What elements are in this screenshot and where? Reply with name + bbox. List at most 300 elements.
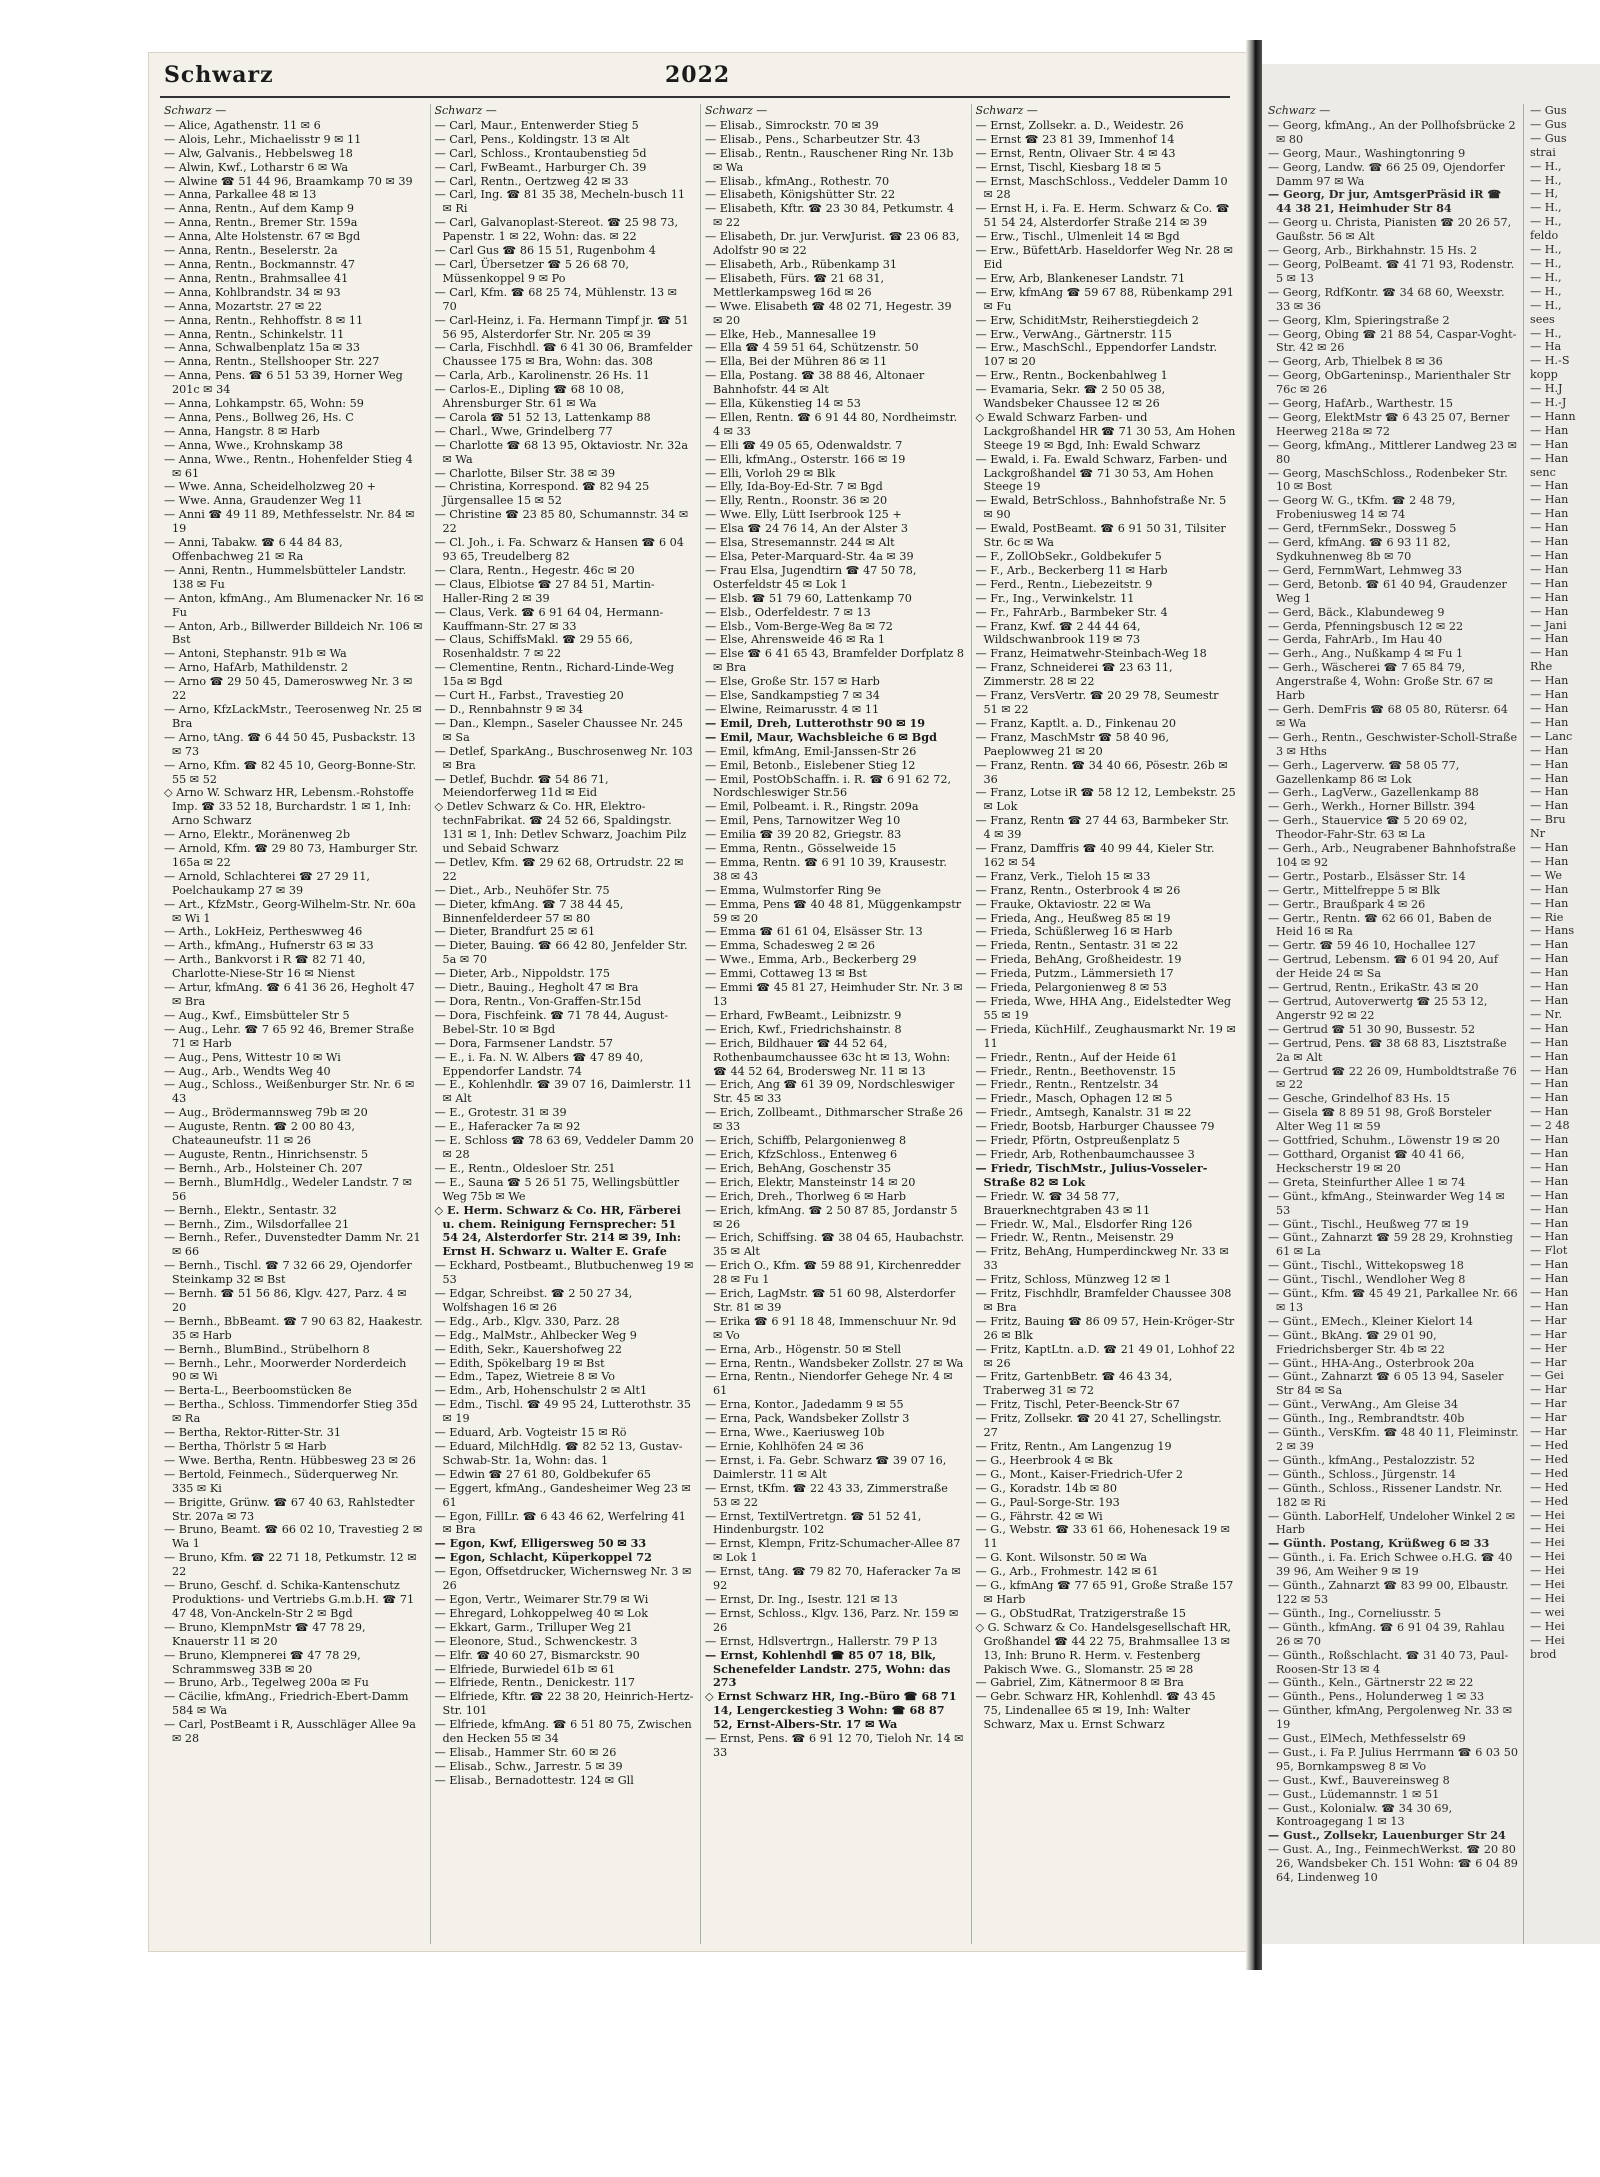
directory-entry: — Aug., Brödermannsweg 79b ✉ 20 (164, 1106, 368, 1120)
directory-entry: — Elsa, Stresemannstr. 244 ✉ Alt (705, 536, 895, 550)
directory-entry: — Aug., Schloss., Weißenburger Str. Nr. 6 ✉ 43 (164, 1078, 415, 1106)
directory-entry: — Dan., Klempn., Saseler Chaussee Nr. 245 ✉ Sa (434, 716, 684, 744)
directory-entry: — Günth., kfmAng., Pestalozzistr. 52 (1268, 1453, 1476, 1467)
directory-entry: ◇ Ewald Schwarz Farben- und Lackgroßhandel HR ☎ 71 30 53, Am Hohen Steege 19 ✉ Bgd, Inh: Ewald Schwarz (975, 410, 1236, 452)
directory-entry: — Alw, Galvanis., Hebbelsweg 18 (164, 146, 353, 160)
directory-entry: — Elsa ☎ 24 76 14, An der Alster 3 (705, 522, 908, 536)
directory-entry: — Gertr., Braußpark 4 ✉ 26 (1268, 897, 1426, 911)
directory-entry: — Anna, Pens. ☎ 6 51 53 39, Horner Weg 201c ✉ 34 (164, 369, 403, 397)
directory-entry: — Carl, Ing. ☎ 81 35 38, Mecheln-busch 11 ✉ Ri (434, 188, 685, 216)
directory-entry: — Hann (1530, 409, 1576, 423)
directory-entry: — Elisab., Schw., Jarrestr. 5 ✉ 39 (434, 1759, 623, 1773)
directory-entry: — Franz, Lotse iR ☎ 58 12 12, Lembekstr. 25 ✉ Lok (975, 786, 1236, 814)
directory-entry: — Han (1530, 882, 1569, 896)
directory-entry: — Gerh., Stauervice ☎ 5 20 69 02, Theodor-Fahr-Str. 63 ✉ La (1268, 814, 1468, 842)
directory-entry: — Georg, PolBeamt. ☎ 41 71 93, Rodenstr. 5 ✉ 13 (1268, 257, 1515, 285)
directory-entry: — Rie (1530, 910, 1564, 924)
directory-entry: — Georg, HafArb., Warthestr. 15 (1268, 397, 1454, 411)
directory-entry: — Georg, Landw. ☎ 66 25 09, Ojendorfer Damm 97 ✉ Wa (1268, 160, 1505, 188)
directory-entry: — H., (1530, 243, 1562, 257)
directory-entry: — Edith, Spökelbarg 19 ✉ Bst (434, 1356, 605, 1370)
directory-entry: — G., kfmAng ☎ 77 65 91, Große Straße 157 ✉ Harb (975, 1579, 1234, 1606)
directory-entry: — Elfriede, Kftr. ☎ 22 38 20, Heinrich-Hertz-Str. 101 (434, 1690, 694, 1718)
directory-entry: — G., Arb., Frohmestr. 142 ✉ 61 (975, 1565, 1159, 1579)
directory-entry: — Elli, kfmAng., Osterstr. 166 ✉ 19 (705, 452, 906, 466)
directory-entry: — F., Arb., Beckerberg 11 ✉ Harb (975, 563, 1168, 577)
directory-entry: — Gertrud, Lebensm. ☎ 6 01 94 20, Auf der Heide 24 ✉ Sa (1268, 953, 1498, 981)
directory-entry: — Emma, Wulmstorfer Ring 9e (705, 883, 881, 897)
directory-entry: — Elisab., Bernadottestr. 124 ✉ Gll (434, 1773, 634, 1787)
directory-entry: — Erna, Wwe., Kaeriusweg 10b (705, 1426, 885, 1440)
directory-entry: — Har (1530, 1355, 1567, 1369)
directory-entry: — Erika ☎ 6 91 18 48, Immenschuur Nr. 9d ✉ Vo (705, 1314, 957, 1342)
directory-entry: — Gebr. Schwarz HR, Kohlenhdl. ☎ 43 45 75, Lindenallee 65 ✉ 19, Inh: Walter Schwarz, Max u. Ernst Schwarz (975, 1690, 1216, 1732)
directory-entry: — Claus, SchiffsMakl. ☎ 29 55 66, Rosenhaldstr. 7 ✉ 22 (434, 633, 633, 661)
directory-entry: — Günth., Keln., Gärtnerstr 22 ✉ 22 (1268, 1676, 1474, 1690)
directory-entry: — Gerda, Pfenningsbusch 12 ✉ 22 (1268, 619, 1464, 633)
directory-entry: — Elisab., Pens., Scharbeutzer Str. 43 (705, 132, 921, 146)
directory-entry: — Bruno, Klempnerei ☎ 47 78 29, Schrammsweg 33B ✉ 20 (164, 1648, 361, 1676)
directory-entry: — Han (1530, 785, 1569, 799)
directory-entry: — Charl., Wwe, Grindelberg 77 (434, 424, 613, 438)
directory-entry: — Hed (1530, 1480, 1569, 1494)
directory-entry: — Günth., Ing., Rembrandtstr. 40b (1268, 1412, 1465, 1426)
directory-entry: — Han (1530, 1286, 1569, 1300)
directory-entry: — Friedr. W., Mal., Elsdorfer Ring 126 (975, 1217, 1193, 1231)
directory-entry: — H.-S (1530, 354, 1570, 368)
directory-entry: — Ernst, Dr. Ing., Isestr. 121 ✉ 13 (705, 1592, 898, 1606)
directory-entry: — Ewald, i. Fa. Ewald Schwarz, Farben- und Lackgroßhandel ☎ 71 30 53, Am Hohen Steege 19 (975, 452, 1228, 494)
directory-entry: — Han (1530, 799, 1569, 813)
directory-entry: — Ernie, Kohlhöfen 24 ✉ 36 (705, 1440, 864, 1453)
directory-entry: — Han (1530, 1160, 1569, 1174)
directory-entry: — Gerh., Lagerverw. ☎ 58 05 77, Gazellenkamp 86 ✉ Lok (1268, 758, 1460, 786)
directory-entry: — G., Fährstr. 42 ✉ Wi (975, 1509, 1103, 1523)
directory-entry: — Han (1530, 451, 1569, 465)
directory-entry: — Gerd, tFernmSekr., Dossweg 5 (1268, 522, 1457, 536)
directory-entry: — Emma, Pens ☎ 40 48 81, Müggenkampstr 59 ✉ 20 (705, 897, 962, 925)
right-page-column-1 (1268, 104, 1524, 1944)
directory-entry: — Claus, Verk. ☎ 6 91 64 04, Hermann-Kauffmann-Str. 27 ✉ 33 (434, 605, 664, 633)
directory-entry: — Bernh., Lehr., Moorwerder Norderdeich 90 ✉ Wi (164, 1356, 407, 1384)
directory-entry: — Gerh., Arb., Neugrabener Bahnhofstraße 104 ✉ 92 (1268, 842, 1516, 869)
directory-entry: — H., (1530, 173, 1562, 187)
directory-entry: — E. Schloss ☎ 78 63 69, Veddeler Damm 20 ✉ 28 (434, 1134, 694, 1161)
directory-entry: — Egon, FillLr. ☎ 6 43 46 62, Werfelring 41 ✉ Bra (434, 1509, 686, 1537)
column-head: Schwarz — (705, 104, 768, 117)
directory-entry: — Ekkart, Garm., Trilluper Weg 21 (434, 1620, 633, 1634)
directory-entry: — Elisabeth, Arb., Rübenkamp 31 (705, 257, 897, 271)
directory-entry: ◇ Detlev Schwarz & Co. HR, Elektro-technFabrikat. ☎ 24 52 66, Spaldingstr. 131 ✉ 1, Inh: Detlev Schwarz, Joachim Pilz und Sebaid Schwarz (434, 800, 687, 856)
directory-entry: — Anna, Rentn., Brahmsallee 41 (164, 271, 349, 285)
directory-entry: — Günt., kfmAng., Steinwarder Weg 14 ✉ 53 (1268, 1189, 1505, 1217)
directory-entry: — Gerh., LagVerw., Gazellenkamp 88 (1268, 786, 1479, 800)
directory-entry: — Aug., Lehr. ☎ 7 65 92 46, Bremer Straße 71 ✉ Harb (164, 1022, 415, 1050)
directory-entry: — Friedr., Rentn., Beethovenstr. 15 (975, 1064, 1176, 1078)
directory-entry: — G., ObStudRat, Tratzigerstraße 15 (975, 1606, 1186, 1620)
directory-entry: — Curt H., Farbst., Travestieg 20 (434, 689, 624, 703)
directory-entry: — Georg u. Christa, Pianisten ☎ 20 26 57, Gaußstr. 56 ✉ Alt (1268, 216, 1512, 244)
directory-entry: — Frieda, BehAng, Großheidestr. 19 (975, 953, 1182, 967)
directory-entry: — Carola ☎ 51 52 13, Lattenkamp 88 (434, 410, 651, 424)
directory-entry: — Gerd, kfmAng. ☎ 6 93 11 82, Sydkuhnenweg 8b ✉ 70 (1268, 536, 1451, 563)
directory-entry: ◇ G. Schwarz & Co. Handelsgesellschaft HR, Großhandel ☎ 44 22 75, Brahmsallee 13 ✉ 13, Inh: Bruno R. Herm. v. Festenberg Pakisch Wwe. G., Slomanstr. 25 ✉ 28 (975, 1620, 1232, 1676)
directory-entry: — Bernh., Refer., Duvenstedter Damm Nr. 21 ✉ 66 (164, 1231, 421, 1259)
directory-entry: — Han (1530, 1258, 1569, 1272)
directory-entry: — Alois, Lehr., Michaelisstr 9 ✉ 11 (164, 132, 362, 146)
directory-entry: — Carl, FwBeamt., Harburger Ch. 39 (434, 160, 647, 174)
directory-entry: — Frauke, Oktaviostr. 22 ✉ Wa (975, 897, 1151, 911)
directory-entry: — Ernst, i. Fa. Gebr. Schwarz ☎ 39 07 16, Daimlerstr. 11 ✉ Alt (705, 1453, 947, 1481)
directory-entry: — Elsb., Oderfeldestr. 7 ✉ 13 (705, 605, 871, 619)
directory-entry: — Emil, PostObSchaffn. i. R. ☎ 6 91 62 72, Nordschleswiger Str.56 (705, 772, 952, 800)
directory-entry: — Anni, Rentn., Hummelsbütteler Landstr. 138 ✉ Fu (164, 563, 407, 591)
directory-entry: — Gerh., Wäscherei ☎ 7 65 84 79, Angerstraße 4, Wohn: Große Str. 67 ✉ Harb (1268, 661, 1493, 703)
directory-entry: — Bru (1530, 813, 1566, 827)
directory-entry: — Günth. LaborHelf, Undeloher Winkel 2 ✉ Harb (1268, 1509, 1516, 1537)
directory-entry: — Günt., VerwAng., Am Gleise 34 (1268, 1398, 1459, 1412)
directory-entry: — Han (1530, 771, 1569, 785)
directory-entry: senc (1530, 465, 1556, 479)
directory-entry: — Erich, Schiffsing. ☎ 38 04 65, Haubachstr. 35 ✉ Alt (705, 1231, 965, 1259)
directory-entry: — Hed (1530, 1466, 1569, 1480)
directory-entry: — Arnold, Kfm. ☎ 29 80 73, Hamburger Str. 165a ✉ 22 (164, 842, 418, 869)
directory-entry: — Han (1530, 688, 1569, 702)
directory-entry: — Franz, Damffris ☎ 40 99 44, Kieler Str. 162 ✉ 54 (975, 842, 1215, 869)
directory-entry: — Hed (1530, 1452, 1569, 1466)
directory-entry: — Jani (1530, 618, 1567, 632)
directory-entry: — Günth. Postang, Krüßweg 6 ✉ 33 (1268, 1537, 1490, 1551)
directory-entry: — Erich, Bildhauer ☎ 44 52 64, Rothenbaumchaussee 63c ht ✉ 13, Wohn: ☎ 44 52 64, Brodersweg Nr. 11 ✉ 13 (705, 1036, 951, 1078)
directory-entry: — Wwe. Anna, Graudenzer Weg 11 (164, 494, 363, 508)
directory-entry: — Bertha, Thörlstr 5 ✉ Harb (164, 1440, 327, 1453)
directory-entry: — Gust. A., Ing., FeinmechWerkst. ☎ 20 80 26, Wandsbeker Ch. 151 Wohn: ☎ 6 04 89 64, Lindenweg 10 (1268, 1843, 1518, 1885)
directory-entry: — Han (1530, 535, 1569, 549)
directory-entry: — Fritz, BehAng, Humperdinckweg Nr. 33 ✉ 33 (975, 1245, 1229, 1273)
directory-entry: — Egon, Offsetdrucker, Wichernsweg Nr. 3 ✉ 26 (434, 1565, 692, 1593)
directory-entry: — Elfriede, kfmAng. ☎ 6 51 80 75, Zwischen den Hecken 55 ✉ 34 (434, 1718, 692, 1746)
directory-entry: — Hei (1530, 1550, 1565, 1564)
directory-entry: — E., Sauna ☎ 5 26 51 75, Wellingsbüttler Weg 75b ✉ We (434, 1175, 680, 1203)
directory-entry: — Arno, Elektr., Moränenweg 2b (164, 828, 351, 842)
directory-entry: — Emmi ☎ 45 81 27, Heimhuder Str. Nr. 3 ✉ 13 (705, 981, 963, 1008)
directory-entry: — Georg, ObGarteninsp., Marienthaler Str 76c ✉ 26 (1268, 369, 1511, 397)
directory-entry: — Erna, Rentn., Wandsbeker Zollstr. 27 ✉ Wa (705, 1356, 964, 1370)
directory-entry: — Hans (1530, 924, 1575, 938)
directory-entry: ◇ Ernst Schwarz HR, Ing.-Büro ☎ 68 71 14, Lengerckestieg 3 Wohn: ☎ 68 87 52, Ernst-Albers-Str. 17 ✉ Wa (705, 1689, 957, 1732)
directory-entry: — Hei (1530, 1536, 1565, 1550)
directory-entry: — Elli, Vorloh 29 ✉ Blk (705, 466, 836, 480)
directory-entry: — Har (1530, 1313, 1567, 1327)
directory-entry: — G., Mont., Kaiser-Friedrich-Ufer 2 (975, 1467, 1183, 1481)
directory-entry: — Alice, Agathenstr. 11 ✉ 6 (164, 118, 321, 132)
directory-entry: — Emil, kfmAng, Emil-Janssen-Str 26 (705, 744, 917, 758)
directory-entry: — Erw, kfmAng ☎ 59 67 88, Rübenkamp 291 ✉ Fu (975, 285, 1234, 313)
directory-entry: — Edg., MalMstr., Ahlbecker Weg 9 (434, 1328, 637, 1342)
directory-entry: — Gus (1530, 117, 1567, 131)
directory-entry: — Georg W. G., tKfm. ☎ 2 48 79, Frobeniusweg 14 ✉ 74 (1268, 494, 1456, 522)
directory-entry: — Ernst, Pens. ☎ 6 91 12 70, Tieloh Nr. 14 ✉ 33 (705, 1732, 964, 1759)
directory-entry: — Erich O., Kfm. ☎ 59 88 91, Kirchenredder 28 ✉ Fu 1 (705, 1259, 961, 1287)
directory-entry: — Han (1530, 632, 1569, 646)
directory-entry: — Eduard, MilchHdlg. ☎ 82 52 13, Gustav-Schwab-Str. 1a, Wohn: das. 1 (434, 1440, 683, 1467)
directory-entry: — Gust., Kolonialw. ☎ 34 30 69, Kontroagegang 1 ✉ 13 (1268, 1801, 1453, 1829)
directory-entry: — Ernst ☎ 23 81 39, Immenhof 14 (975, 132, 1175, 146)
directory-entry: — Anna, Parkallee 48 ✉ 13 (164, 188, 317, 202)
directory-entry: — Fritz, Zollsekr. ☎ 20 41 27, Schellingstr. 27 (975, 1412, 1222, 1440)
directory-entry: — Friedr., Amtsegh, Kanalstr. 31 ✉ 22 (975, 1106, 1192, 1120)
directory-entry: — Dieter, Bauing. ☎ 66 42 80, Jenfelder Str. 5a ✉ 70 (434, 939, 688, 967)
directory-entry: — Flot (1530, 1244, 1568, 1258)
directory-entry: — Ella ☎ 4 59 51 64, Schützenstr. 50 (705, 341, 919, 355)
directory-entry: — Emil, Pens, Tarnowitzer Weg 10 (705, 814, 901, 828)
directory-entry: — Gesche, Grindelhof 83 Hs. 15 (1268, 1092, 1450, 1106)
directory-entry: — Gerd, Bäck., Klabundeweg 9 (1268, 605, 1445, 619)
directory-entry: — Egon, Schlacht, Küperkoppel 72 (434, 1550, 652, 1565)
directory-entry: — Erich, Ang ☎ 61 39 09, Nordschleswiger Str. 45 ✉ 33 (705, 1078, 955, 1106)
directory-entry: — Detlev, Kfm. ☎ 29 62 68, Ortrudstr. 22 ✉ 22 (434, 855, 684, 883)
directory-entry: — Erna, Pack, Wandsbeker Zollstr 3 (705, 1412, 910, 1426)
directory-entry: — G., Webstr. ☎ 33 61 66, Hohenesack 19 ✉ 11 (975, 1523, 1231, 1551)
directory-entry: — Erw., Rentn., Bockenbahlweg 1 (975, 369, 1168, 383)
directory-entry: — Georg, ElektMstr ☎ 6 43 25 07, Berner Heerweg 218a ✉ 72 (1268, 410, 1510, 438)
directory-entry: — Wwe., Emma, Arb., Beckerberg 29 (705, 953, 917, 967)
directory-entry: — Han (1530, 1174, 1569, 1188)
directory-entry: — Erw., Tischl., Ulmenleit 14 ✉ Bgd (975, 230, 1180, 244)
directory-entry: — Frieda, KüchHilf., Zeughausmarkt Nr. 19 ✉ 11 (975, 1022, 1236, 1050)
directory-entry: — Hei (1530, 1578, 1565, 1592)
directory-entry: — Gus (1530, 104, 1567, 117)
directory-entry: — Dora, Farmsener Landstr. 57 (434, 1036, 613, 1050)
directory-entry: — Franz, Kaptlt. a. D., Finkenau 20 (975, 716, 1176, 730)
directory-entry: — Carl Gus ☎ 86 15 51, Rugenbohm 4 (434, 244, 656, 258)
directory-entry: — Arth., Bankvorst i R ☎ 82 71 40, Charlotte-Niese-Str 16 ✉ Nienst (164, 953, 366, 981)
directory-entry: — Ferd., Rentn., Liebezeitstr. 9 (975, 577, 1153, 591)
directory-columns (160, 104, 1242, 1944)
directory-entry: — Han (1530, 994, 1569, 1007)
directory-entry: — Elli ☎ 49 05 65, Odenwaldstr. 7 (705, 438, 903, 452)
directory-entry: — Evamaria, Sekr. ☎ 2 50 05 38, Wandsbeker Chaussee 12 ✉ 26 (975, 383, 1166, 411)
directory-entry: — Han (1530, 1133, 1569, 1147)
directory-entry: — Bernh., BlumBind., Strübelhorn 8 (164, 1342, 370, 1356)
directory-entry: — Dora, Fischfeink. ☎ 71 78 44, August-Bebel-Str. 10 ✉ Bgd (434, 1008, 669, 1036)
directory-entry: — Han (1530, 1105, 1569, 1119)
directory-entry: — Georg, RdfKontr. ☎ 34 68 60, Weexstr. 33 ✉ 36 (1268, 285, 1505, 313)
directory-entry: — Fritz, GartenbBetr. ☎ 46 43 34, Traberweg 31 ✉ 72 (975, 1370, 1173, 1398)
directory-entry: — Han (1530, 493, 1569, 507)
directory-entry: — Gertrud, Rentn., ErikaStr. 43 ✉ 20 (1268, 981, 1479, 995)
directory-entry: — Friedr., Masch, Ophagen 12 ✉ 5 (975, 1092, 1173, 1106)
directory-entry: — Fritz, Fischhdlr, Bramfelder Chaussee 308 ✉ Bra (975, 1287, 1232, 1314)
directory-entry: — Fr., Ing., Verwinkelstr. 11 (975, 591, 1135, 605)
directory-entry: — Edgar, Schreibst. ☎ 2 50 27 34, Wolfshagen 16 ✉ 26 (434, 1287, 633, 1314)
directory-entry: — Erich, BehAng, Goschenstr 35 (705, 1161, 892, 1175)
directory-entry: — Friedr. W. ☎ 34 58 77, Brauerknechtgraben 43 ✉ 11 (975, 1189, 1151, 1217)
directory-entry: — Han (1530, 757, 1569, 771)
directory-entry: — H., (1530, 201, 1562, 215)
directory-entry: — Han (1530, 841, 1569, 855)
directory-entry: — Bernh., BlumHdlg., Wedeler Landstr. 7 ✉ 56 (164, 1175, 413, 1203)
directory-entry: — Erich, Elektr, Mansteinstr 14 ✉ 20 (705, 1175, 916, 1189)
directory-entry: — Lanc (1530, 729, 1573, 743)
directory-entry: — H., (1530, 215, 1562, 229)
directory-entry: — Georg, Dr jur, AmtsgerPräsid iR ☎ 44 38 21, Heimhuder Str 84 (1268, 188, 1502, 216)
directory-entry: — Fritz, Tischl, Peter-Beenck-Str 67 (975, 1398, 1180, 1412)
directory-entry: — Gerd, FernmWart, Lehmweg 33 (1268, 563, 1463, 577)
directory-entry: — Franz, Kwf. ☎ 2 44 44 64, Wildschwanbrook 119 ✉ 73 (975, 619, 1141, 647)
directory-entry: — Ernst, Zollsekr. a. D., Weidestr. 26 (975, 118, 1184, 132)
directory-entry: — Anna, Lohkampstr. 65, Wohn: 59 (164, 397, 364, 411)
directory-entry: — Anton, kfmAng., Am Blumenacker Nr. 16 ✉ Fu (164, 591, 424, 619)
directory-entry: — Anna, Rentn., Beselerstr. 2a (164, 244, 338, 258)
directory-entry: — Bruno, KlempnMstr ☎ 47 78 29, Knauerstr 11 ✉ 20 (164, 1620, 366, 1648)
directory-entry: — Friedr, Arb, Rothenbaumchaussee 3 (975, 1147, 1195, 1161)
directory-entry: — Edith, Sekr., Kauershofweg 22 (434, 1342, 622, 1356)
directory-entry: — Egon, Kwf, Elligersweg 50 ✉ 33 (434, 1536, 647, 1551)
directory-entry: — Gotthard, Organist ☎ 40 41 66, Heckscherstr 19 ✉ 20 (1268, 1147, 1465, 1175)
directory-entry: — Gertrud, Pens. ☎ 38 68 83, Lisztstraße 2a ✉ Alt (1268, 1036, 1507, 1064)
directory-entry: — Elly, Ida-Boy-Ed-Str. 7 ✉ Bgd (705, 480, 883, 494)
directory-entry: — Anni, Tabakw. ☎ 6 44 84 83, Offenbachweg 21 ✉ Ra (164, 536, 343, 563)
directory-entry: — Han (1530, 1299, 1569, 1313)
directory-entry: — Ewald, PostBeamt. ☎ 6 91 50 31, Tilsiter Str. 6c ✉ Wa (975, 522, 1226, 550)
directory-entry: — Han (1530, 1202, 1569, 1216)
directory-entry: — Georg, Obing ☎ 21 88 54, Caspar-Voght-Str. 42 ✉ 26 (1268, 327, 1517, 355)
directory-entry: — Han (1530, 507, 1569, 521)
page-number: 2022 (665, 62, 731, 88)
directory-entry: — Gertrud ☎ 51 30 90, Bussestr. 52 (1268, 1022, 1476, 1036)
directory-entry: — Else, Sandkampstieg 7 ✉ 34 (705, 689, 880, 703)
directory-entry: — Elly, Rentn., Roonstr. 36 ✉ 20 (705, 494, 888, 508)
directory-entry: — Ernst, Klempn, Fritz-Schumacher-Allee 87 ✉ Lok 1 (705, 1537, 961, 1565)
page-header (160, 62, 1230, 92)
directory-entry: — Han (1530, 423, 1569, 437)
directory-entry: — Frieda, Wwe, HHA Ang., Eidelstedter Weg 55 ✉ 19 (975, 995, 1232, 1022)
directory-entry: — Elsb., Vom-Berge-Weg 8a ✉ 72 (705, 619, 893, 633)
directory-entry: — Han (1530, 1063, 1569, 1077)
directory-entry: — Dieter, Arb., Nippoldstr. 175 (434, 967, 611, 981)
directory-entry: — Franz, Heimatwehr-Steinbach-Weg 18 (975, 647, 1207, 661)
directory-entry: — Han (1530, 1272, 1569, 1286)
directory-entry: — Bruno, Kfm. ☎ 22 71 18, Petkumstr. 12 ✉ 22 (164, 1551, 417, 1579)
directory-entry: — Hei (1530, 1508, 1565, 1522)
directory-entry: — Brigitte, Grünw. ☎ 67 40 63, Rahlstedter Str. 207a ✉ 73 (164, 1495, 415, 1523)
directory-entry: — Georg, kfmAng., An der Pollhofsbrücke 2 ✉ 80 (1268, 118, 1516, 146)
directory-entry: — Anni ☎ 49 11 89, Methfesselstr. Nr. 84 ✉ 19 (164, 508, 415, 536)
directory-entry: — Elfriede, Burwiedel 61b ✉ 61 (434, 1662, 616, 1676)
directory-entry: — G., Heerbrook 4 ✉ Bk (975, 1453, 1113, 1467)
directory-entry: — Frieda, Putzm., Lämmersieth 17 (975, 967, 1174, 981)
directory-entry: — Emil, Maur, Wachsbleiche 6 ✉ Bgd (705, 729, 937, 744)
directory-entry: — Claus, Elbiotse ☎ 27 84 51, Martin-Haller-Ring 2 ✉ 39 (434, 577, 655, 605)
directory-entry: — Auguste, Rentn., Hinrichsenstr. 5 (164, 1147, 369, 1161)
directory-entry: — Anna, Schwalbenplatz 15a ✉ 33 (164, 341, 360, 355)
directory-entry: — Fr., FahrArb., Barmbeker Str. 4 (975, 605, 1168, 619)
directory-entry: — Günt., BkAng. ☎ 29 01 90, Friedrichsberger Str. 4b ✉ 22 (1268, 1328, 1445, 1356)
directory-entry: — Emil, Dreh, Lutterothstr 90 ✉ 19 (705, 715, 926, 730)
directory-entry: — Cäcilie, kfmAng., Friedrich-Ebert-Damm 584 ✉ Wa (164, 1690, 409, 1718)
directory-entry: — Gabriel, Zim, Kätnermoor 8 ✉ Bra (975, 1676, 1184, 1690)
directory-entry: — Arno, tAng. ☎ 6 44 50 45, Pusbackstr. 13 ✉ 73 (164, 730, 416, 758)
directory-entry: — Nr. (1530, 1007, 1563, 1021)
directory-entry: — Ernst, Tischl, Kiesbarg 18 ✉ 5 (975, 160, 1162, 174)
directory-entry: — Ernst, Schloss., Klgv. 136, Parz. Nr. 159 ✉ 26 (705, 1606, 959, 1634)
directory-entry: — Friedr, Pförtn, Ostpreußenplatz 5 (975, 1134, 1181, 1148)
directory-entry: — Gertr., Mittelfreppe 5 ✉ Blk (1268, 883, 1440, 897)
directory-entry: — Elisab., Hammer Str. 60 ✉ 26 (434, 1745, 617, 1759)
directory-entry: — Han (1530, 1049, 1569, 1063)
directory-entry: — Günt., Tischl., Wendloher Weg 8 (1268, 1273, 1466, 1287)
directory-entry: — Gerh., Rentn., Geschwister-Scholl-Straße 3 ✉ Hths (1268, 730, 1518, 758)
column-4 (972, 104, 1243, 1944)
directory-entry: Rhe (1530, 660, 1553, 674)
directory-entry: — E., i. Fa. N. W. Albers ☎ 47 89 40, Eppendorfer Landstr. 74 (434, 1050, 644, 1078)
column-head: Schwarz — (434, 104, 497, 117)
column-head: Schwarz — (164, 104, 227, 117)
directory-entry: — Carl-Heinz, i. Fa. Hermann Timpf jr. ☎ 51 56 95, Alsterdorfer Str. Nr. 205 ✉ 39 (434, 313, 689, 341)
directory-entry: — Arno, Kfm. ☎ 82 45 10, Georg-Bonne-Str. 55 ✉ 52 (164, 758, 417, 786)
directory-entry: — Gisela ☎ 8 89 51 98, Groß Borsteler Alter Weg 11 ✉ 59 (1268, 1106, 1492, 1134)
directory-entry: — Dieter, Brandfurt 25 ✉ 61 (434, 925, 596, 939)
directory-entry: — Han (1530, 590, 1569, 604)
header-rule (160, 96, 1230, 98)
directory-entry: — H., (1530, 270, 1562, 284)
directory-entry: — Georg, Arb., Birkhahnstr. 15 Hs. 2 (1268, 244, 1478, 258)
directory-entry: — E., Kohlenhdlr. ☎ 39 07 16, Daimlerstr. 11 ✉ Alt (434, 1078, 693, 1106)
directory-entry: — Elke, Heb., Mannesallee 19 (705, 327, 876, 341)
directory-entry: — Wwe. Bertha, Rentn. Hübbesweg 23 ✉ 26 (164, 1453, 416, 1467)
directory-entry: — Ernst, tKfm. ☎ 22 43 33, Zimmerstraße 53 ✉ 22 (705, 1481, 948, 1509)
directory-entry: — Elisab., kfmAng., Rothestr. 70 (705, 174, 890, 188)
directory-entry: — Emma, Rentn., Gösselweide 15 (705, 842, 897, 856)
directory-entry: — Friedr. W., Rentn., Meisenstr. 29 (975, 1231, 1174, 1245)
directory-entry: — Anna, Rentn., Bremer Str. 159a (164, 216, 358, 230)
directory-entry: — H.-J (1530, 396, 1567, 410)
directory-entry: — Günth., i. Fa. Erich Schwee o.H.G. ☎ 40 39 96, Am Weiher 9 ✉ 19 (1268, 1551, 1513, 1579)
directory-entry: — Fritz, KaptLtn. a.D. ☎ 21 49 01, Lohhof 22 ✉ 26 (975, 1342, 1235, 1370)
directory-entry: — Han (1530, 562, 1569, 576)
directory-entry: — Bruno, Geschf. d. Schika-Kantenschutz Produktions- und Vertriebs G.m.b.H. ☎ 71 47 48, Von-Anckeln-Str 2 ✉ Bgd (164, 1579, 415, 1620)
directory-entry: — Han (1530, 479, 1569, 493)
directory-entry: — Hei (1530, 1619, 1565, 1633)
directory-entry: — Bernh., BbBeamt. ☎ 7 90 63 82, Haakestr. 35 ✉ Harb (164, 1314, 423, 1342)
directory-entry: — Günt., Tischl., Wittekopsweg 18 (1268, 1259, 1464, 1273)
directory-entry: — Gerh., Werkh., Horner Billstr. 394 (1268, 800, 1476, 814)
book-spine (1246, 40, 1262, 1970)
directory-entry: — Gerh. DemFris ☎ 68 05 80, Rütersr. 64 ✉ Wa (1268, 702, 1508, 730)
directory-entry: strai (1530, 145, 1556, 159)
directory-entry: — Ella, Postang. ☎ 38 88 46, Altonaer Bahnhofstr. 44 ✉ Alt (705, 369, 925, 397)
directory-entry: — Eggert, kfmAng., Gandesheimer Weg 23 ✉ 61 (434, 1481, 691, 1509)
directory-entry: — Erich, Zollbeamt., Dithmarscher Straße 26 ✉ 33 (705, 1106, 963, 1134)
directory-entry: — Han (1530, 952, 1569, 966)
directory-entry: — Christina, Korrespond. ☎ 82 94 25 Jürgensallee 15 ✉ 52 (434, 480, 650, 508)
directory-entry: — Han (1530, 1035, 1569, 1049)
directory-entry: — Har (1530, 1411, 1567, 1425)
directory-entry: — G., Koradstr. 14b ✉ 80 (975, 1481, 1118, 1495)
directory-entry: — Hed (1530, 1439, 1569, 1452)
directory-entry: — Bruno, Beamt. ☎ 66 02 10, Travestieg 2 ✉ Wa 1 (164, 1523, 423, 1551)
directory-entry: — Edm., Arb, Hohenschulstr 2 ✉ Alt1 (434, 1384, 648, 1398)
directory-entry: — Ernst, Rentn, Olivaer Str. 4 ✉ 43 (975, 146, 1176, 160)
directory-entry: — Anna, Rentn., Bockmannstr. 47 (164, 257, 356, 271)
directory-entry: — Han (1530, 1077, 1569, 1091)
directory-entry: — Hei (1530, 1564, 1565, 1578)
directory-entry: — Günth., Zahnarzt ☎ 83 99 00, Elbaustr. 122 ✉ 53 (1268, 1579, 1509, 1606)
directory-entry: — Anna, Rentn., Schinkelstr. 11 (164, 327, 345, 341)
directory-entry: — Han (1530, 1146, 1569, 1160)
directory-entry: — Franz, MaschMstr ☎ 58 40 96, Paeplowweg 21 ✉ 20 (975, 730, 1170, 758)
